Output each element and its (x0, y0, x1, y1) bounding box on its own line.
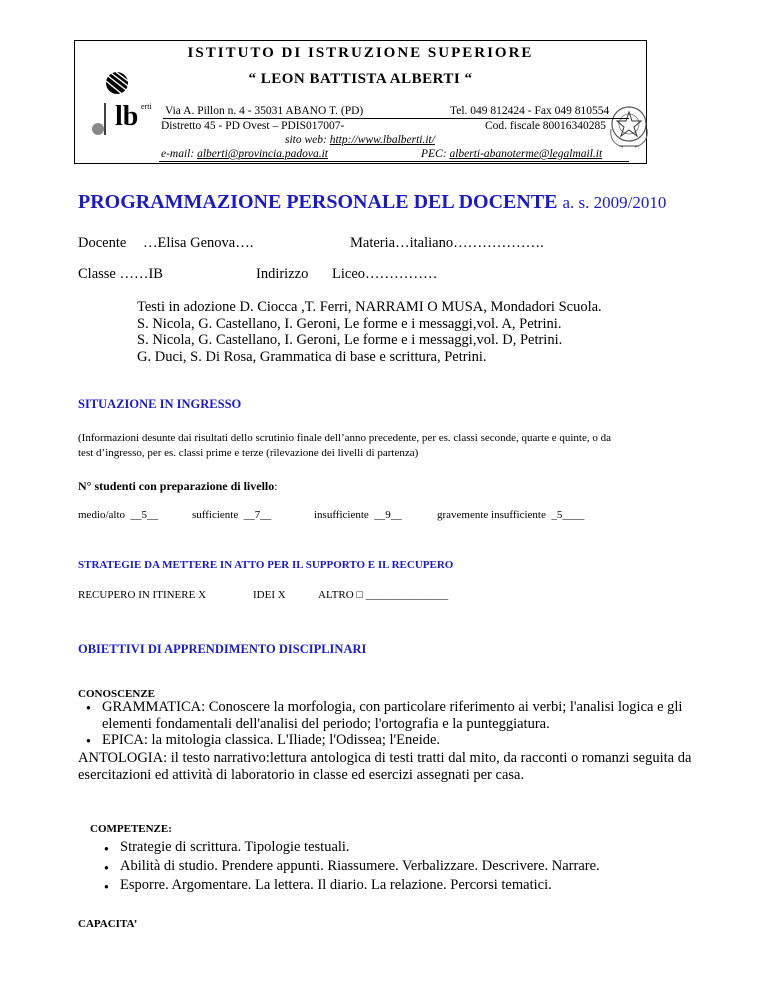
email-line (161, 148, 328, 160)
competenze-item: ● Abilità di studio. Prendere appunti. Riassumere. Verbalizzare. Descrivere. Narrare. (104, 857, 704, 876)
competenze-item: ● Strategie di scrittura. Tipologie testuali. (104, 838, 704, 857)
website-link[interactable]: http://www.lbalberti.it/ (329, 134, 435, 146)
recupero-in-itinere: RECUPERO IN ITINERE X (78, 589, 207, 601)
school-address: Via A. Pillon n. 4 - 35031 ABANO T. (PD) (165, 105, 364, 117)
pec-label: PEC: (421, 148, 447, 160)
conoscenze-item: ● GRAMMATICA: Conoscere la morfologia, con particolare riferimento ai verbi; l'analisi logica e gli elementi fondamentali dell'analisi del periodo; l'ortografia e la punteggiatura. (86, 699, 704, 732)
website-label: sito web: (285, 134, 327, 146)
school-phone: Tel. 049 812424 - Fax 049 810554 (450, 105, 610, 117)
competenze-item: ● Esporre. Argomentare. La lettera. Il diario. La relazione. Percorsi tematici. (104, 876, 704, 895)
docente-value: …Elisa Genova…. (143, 235, 254, 251)
competenze-list (104, 838, 704, 895)
school-district: Distretto 45 - PD Ovest – PDIS017007- (161, 120, 345, 132)
school-letterhead (74, 40, 647, 164)
svg-text:lb: lb (115, 101, 139, 132)
institute-title: ISTITUTO DI ISTRUZIONE SUPERIORE (187, 45, 534, 61)
docente-label: Docente (78, 235, 127, 251)
students-level-label: N° studenti con preparazione di livello: (78, 479, 278, 493)
textbooks-list (137, 299, 602, 365)
textbook-line: Testi in adozione D. Ciocca ,T. Ferri, NARRAMI O MUSA, Mondadori Scuola. (137, 299, 602, 315)
idei: IDEI X (253, 589, 286, 601)
competenze-label: COMPETENZE: (90, 823, 172, 835)
lb-logo-icon (89, 63, 159, 145)
conoscenze-list (86, 699, 704, 749)
altro: ALTRO □ _______________ (318, 589, 449, 601)
strategie-heading: STRATEGIE DA METTERE IN ATTO PER IL SUPPORTO E IL RECUPERO (78, 559, 454, 571)
email-label: e-mail: (161, 148, 195, 160)
situazione-heading: SITUAZIONE IN INGRESSO (78, 397, 242, 411)
situazione-note-line: (Informazioni desunte dai risultati dello scrutinio finale dell’anno precedente, per es. classi seconde, quarte e quinte, o da (78, 432, 612, 444)
conoscenze-label: CONOSCENZE (78, 688, 156, 700)
textbook-line: S. Nicola, G. Castellano, I. Geroni, Le forme e i messaggi,vol. A, Petrini. (137, 315, 562, 332)
contact-underline (159, 161, 629, 162)
school-name: “ LEON BATTISTA ALBERTI “ (248, 71, 473, 87)
school-year: a. s. 2009/2010 (562, 193, 667, 212)
textbook-line: G. Duci, S. Di Rosa, Grammatica di base e scrittura, Petrini. (137, 348, 487, 365)
indirizzo-label: Indirizzo (256, 266, 309, 282)
indirizzo-value: Liceo…………… (332, 266, 438, 282)
situazione-note-line: test d’ingresso, per es. classi prime e terze (rilevazione dei livelli di partenza) (78, 447, 419, 459)
obiettivi-heading: OBIETTIVI DI APPRENDIMENTO DISCIPLINARI (78, 642, 367, 656)
page-title-main: PROGRAMMAZIONE PERSONALE DEL DOCENTE (78, 191, 558, 213)
classe: Classe ……IB (78, 266, 163, 282)
situazione-note (78, 431, 698, 461)
school-logo (89, 63, 159, 145)
antologia-text: ANTOLOGIA: il testo narrativo:lettura antologica di testi tratti dal mito, da racconti o romanzi seguita da esercitazioni ed attività di laboratorio in classe ed esercizi assegnati per casa. (78, 750, 692, 783)
pec-line (421, 148, 602, 160)
conoscenze-item: ● EPICA: la mitologia classica. L'Iliade; l'Odissea; l'Eneide. (86, 732, 704, 749)
website-line (285, 134, 435, 146)
level-medio-alto: medio/alto __5__ (78, 509, 159, 521)
textbook-line: S. Nicola, G. Castellano, I. Geroni, Le forme e i messaggi,vol. D, Petrini. (137, 332, 563, 348)
materia: Materia…italiano………………. (350, 235, 544, 251)
tax-code: Cod. fiscale 80016340285 (485, 120, 607, 132)
pec-link[interactable]: alberti-abanoterme@legalmail.it (449, 148, 603, 160)
level-sufficiente: sufficiente __7__ (192, 509, 272, 521)
email-link[interactable]: alberti@provincia.padova.it (197, 148, 328, 160)
capacita-label: CAPACITA’ (78, 918, 138, 930)
level-insufficiente: insufficiente __9__ (314, 509, 402, 521)
level-gravemente-insufficiente: gravemente insufficiente _5____ (437, 509, 585, 521)
page-title (78, 191, 666, 214)
svg-text:erti: erti (141, 102, 152, 111)
